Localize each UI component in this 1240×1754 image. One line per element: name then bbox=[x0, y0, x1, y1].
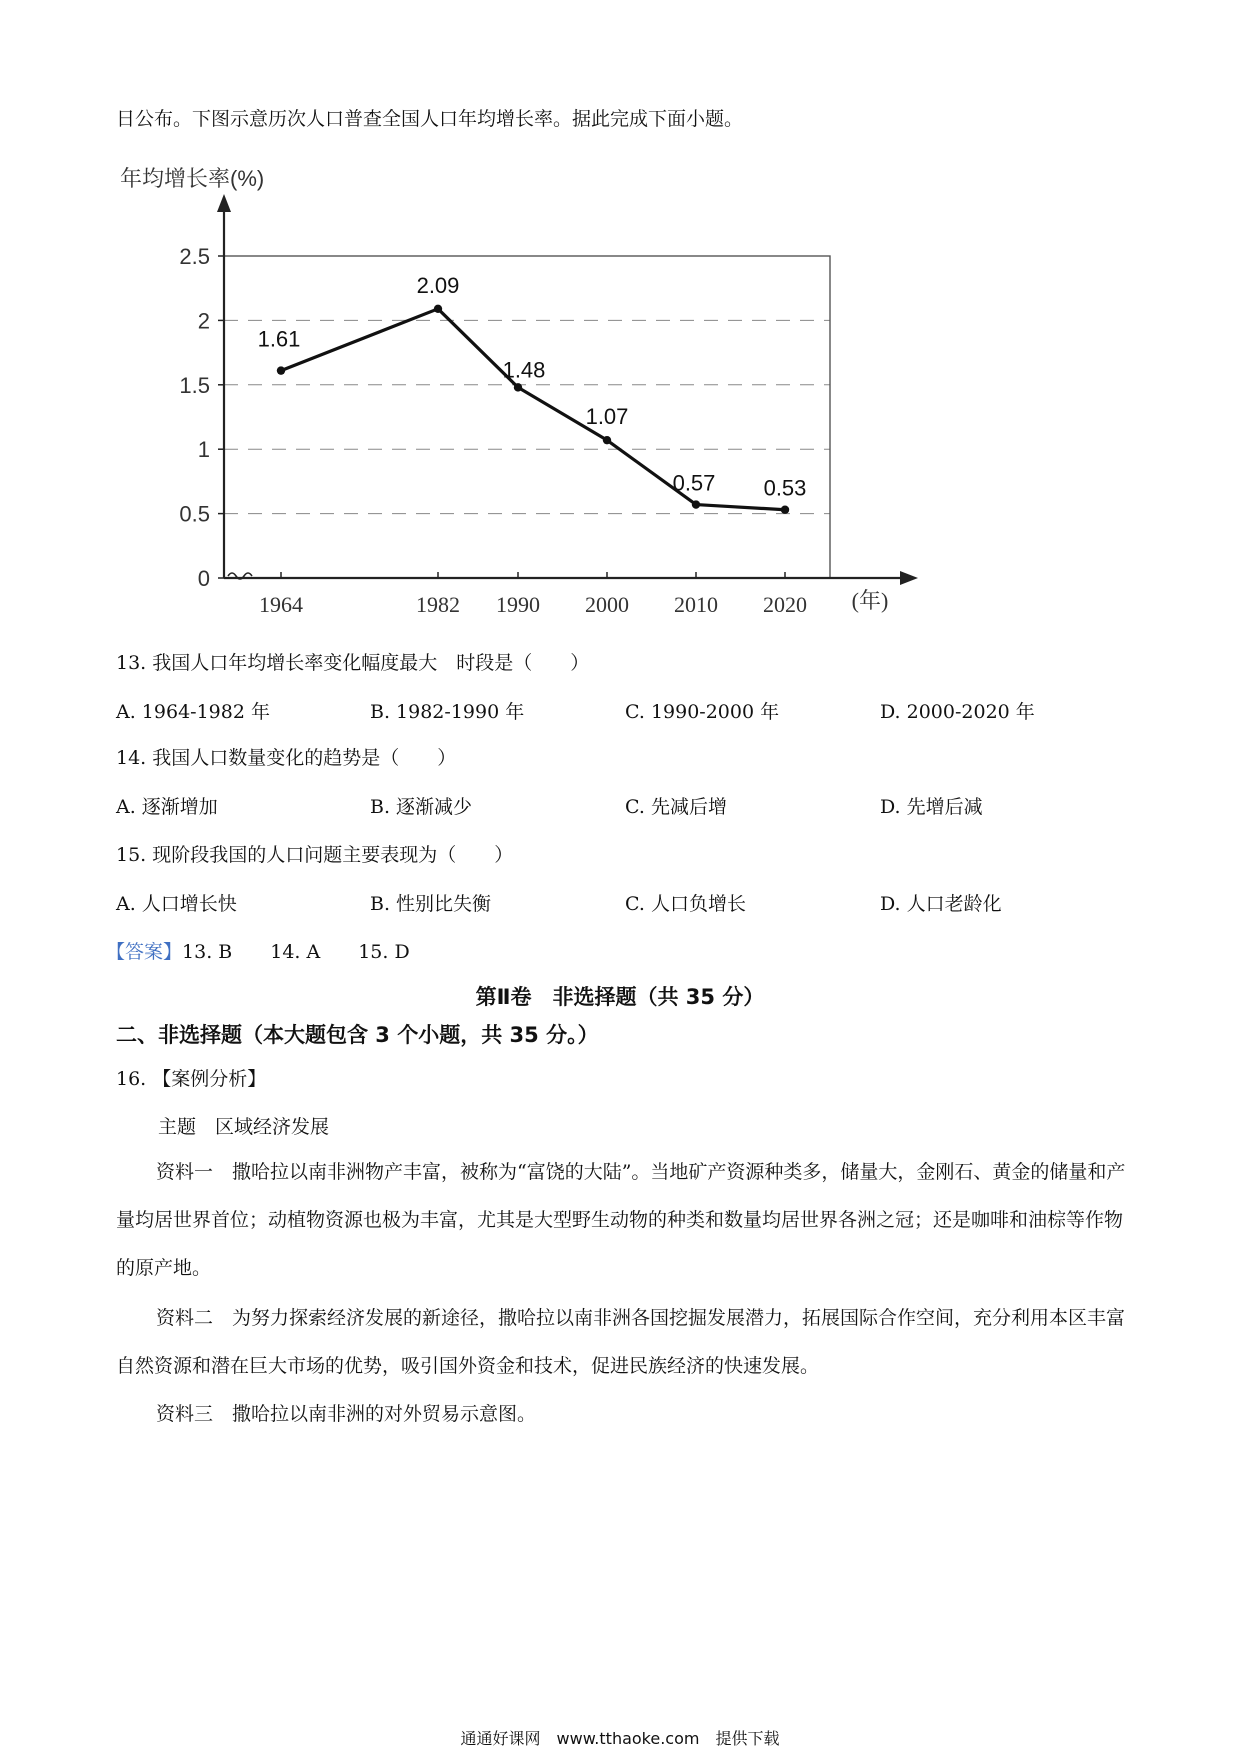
y-tick-label: 1.5 bbox=[179, 372, 210, 398]
y-tick-label: 2 bbox=[197, 308, 210, 334]
q15-option-a[interactable]: A. 人口增长快 bbox=[116, 893, 237, 915]
y-tick-label: 0 bbox=[197, 566, 210, 591]
data-label: 0.57 bbox=[672, 470, 716, 496]
chart-text bbox=[120, 166, 888, 617]
x-tick-label: 2010 bbox=[674, 592, 718, 617]
q13-option-c[interactable]: C. 1990-2000 年 bbox=[625, 701, 780, 723]
data-label: 1.61 bbox=[257, 326, 301, 352]
data-point bbox=[514, 383, 522, 391]
plot-frame bbox=[224, 256, 830, 578]
q16-label: 16. 【案例分析】 bbox=[116, 1068, 267, 1090]
x-tick-label: 1990 bbox=[496, 592, 540, 617]
x-axis-label: (年) bbox=[851, 588, 889, 613]
x-axis-arrow bbox=[900, 571, 918, 585]
question-14-stem: 14. 我国人口数量变化的趋势是（ ） bbox=[116, 747, 457, 769]
data-point bbox=[781, 506, 789, 514]
x-tick-label: 2000 bbox=[585, 592, 629, 617]
q16-theme: 主题 区域经济发展 bbox=[158, 1116, 330, 1138]
section-heading: 二、非选择题（本大题包含 3 个小题，共 35 分。） bbox=[116, 1023, 599, 1047]
data-label: 0.53 bbox=[763, 475, 807, 501]
q15-option-c[interactable]: C. 人口负增长 bbox=[625, 893, 746, 915]
data-label: 1.07 bbox=[585, 404, 629, 430]
growth-rate-chart bbox=[118, 160, 918, 620]
data-point bbox=[603, 436, 611, 444]
q14-option-b[interactable]: B. 逐渐减少 bbox=[370, 796, 473, 818]
answer-text: 13. B 14. A 15. D bbox=[182, 941, 410, 963]
q13-option-a[interactable]: A. 1964-1982 年 bbox=[116, 701, 270, 723]
data-label: 2.09 bbox=[416, 272, 460, 298]
q15-option-b[interactable]: B. 性别比失衡 bbox=[370, 893, 492, 915]
chart-grid bbox=[224, 320, 830, 513]
chart-axes bbox=[217, 194, 918, 585]
question-15-stem: 15. 现阶段我国的人口问题主要表现为（ ） bbox=[116, 844, 514, 866]
q16-material-3: 资料三 撒哈拉以南非洲的对外贸易示意图。 bbox=[156, 1403, 537, 1425]
q16-material-2: 资料二 为努力探索经济发展的新途径，撒哈拉以南非洲各国挖掘发展潜力，拓展国际合作空间，充分利用本区丰富自然资源和潜在巨大市场的优势，吸引国外资金和技术，促进民族经济的快速发展。 bbox=[116, 1307, 1126, 1377]
y-tick-label: 2.5 bbox=[179, 244, 210, 269]
answer-line bbox=[106, 937, 410, 964]
section-title: 第Ⅱ卷 非选择题（共 35 分） bbox=[475, 985, 765, 1009]
question-13-stem: 13. 我国人口年均增长率变化幅度最大 时段是（ ） bbox=[116, 652, 590, 674]
q14-option-a[interactable]: A. 逐渐增加 bbox=[116, 796, 218, 818]
q14-option-d[interactable]: D. 先增后减 bbox=[880, 796, 983, 818]
data-point bbox=[434, 305, 442, 313]
intro-text: 日公布。下图示意历次人口普查全国人口年均增长率。据此完成下面小题。 bbox=[116, 108, 744, 130]
footer-text: 通通好课网 www.tthaoke.com 提供下载 bbox=[460, 1729, 780, 1748]
y-tick-label: 0.5 bbox=[179, 501, 210, 527]
x-tick-label: 2020 bbox=[763, 592, 807, 617]
q14-option-c[interactable]: C. 先减后增 bbox=[625, 796, 727, 818]
q13-option-b[interactable]: B. 1982-1990 年 bbox=[370, 701, 525, 723]
q15-option-d[interactable]: D. 人口老龄化 bbox=[880, 893, 1002, 915]
q16-material-1: 资料一 撒哈拉以南非洲物产丰富，被称为“富饶的大陆”。当地矿产资源种类多，储量大，金刚石、黄金的储量和产量均居世界首位；动植物资源也极为丰富，尤其是大型野生动物的种类和数量均居世界各洲之冠；还是咖啡和油棕等作物的原产地。 bbox=[116, 1161, 1126, 1279]
y-axis-arrow bbox=[217, 194, 231, 212]
y-axis-label: 年均增长率(%) bbox=[120, 166, 265, 191]
data-point bbox=[277, 366, 285, 374]
x-tick-label: 1982 bbox=[416, 592, 460, 617]
data-label: 1.48 bbox=[502, 357, 546, 383]
q13-option-d[interactable]: D. 2000-2020 年 bbox=[880, 701, 1035, 723]
data-point bbox=[692, 500, 700, 508]
y-tick-label: 1 bbox=[197, 437, 210, 463]
x-tick-label: 1964 bbox=[259, 592, 303, 617]
answer-tag: 【答案】 bbox=[106, 941, 183, 963]
